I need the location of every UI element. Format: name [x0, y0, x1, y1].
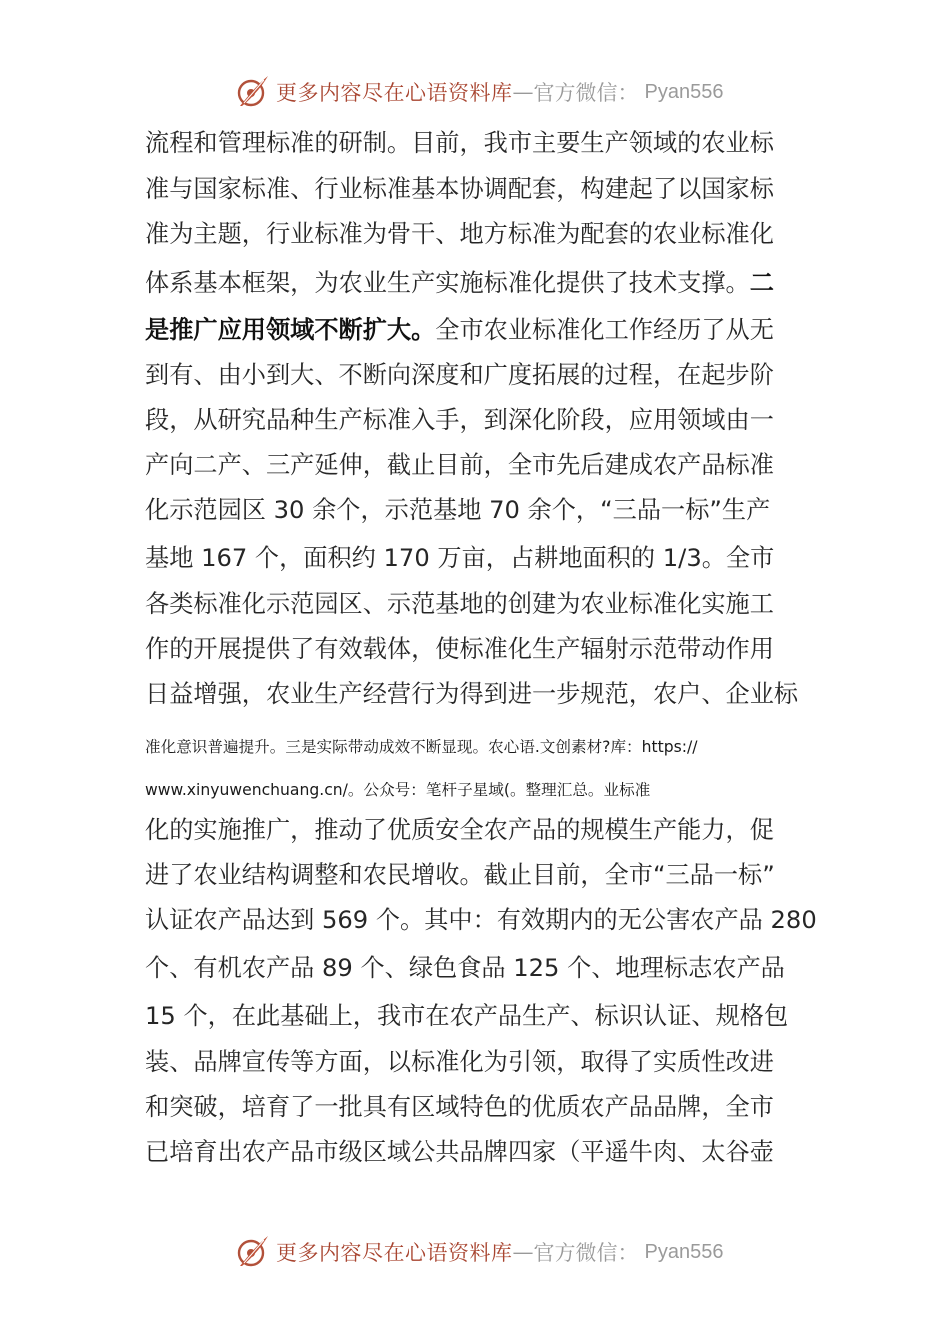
separator: —	[512, 1240, 534, 1264]
text-line: 基地 167 个，面积约 170 万亩，占耕地面积的 1/3。全市	[145, 544, 775, 572]
text-line: 准与国家标准、行业标准基本协调配套，构建起了以国家标	[145, 175, 774, 203]
text-line: 化的实施推广，推动了优质安全农产品的规模生产能力，促	[145, 816, 774, 844]
wechat-id: Pyan556	[644, 80, 724, 103]
text-line: 15 个，在此基础上，我市在农产品生产、标识认证、规格包	[145, 1002, 789, 1030]
wechat-label: 官方微信：	[533, 1241, 639, 1265]
text-line: 流程和管理标准的研制。目前，我市主要生产领域的农业标	[145, 129, 774, 157]
text-line: 产向二产、三产延伸，截止目前，全市先后建成农产品标准	[145, 451, 774, 479]
brand-text: 更多内容尽在心语资料库	[276, 1241, 513, 1265]
text-line	[145, 315, 774, 345]
text-segment: 体系基本框架，为农业生产实施标准化提供了技术支撑。	[145, 269, 750, 297]
text-line: 段，从研究品种生产标准入手，到深化阶段，应用领域由一	[145, 406, 774, 434]
text-line: 个、有机农产品 89 个、绿色食品 125 个、地理标志农产品	[145, 954, 785, 982]
separator: —	[512, 80, 534, 104]
text-line: 已培育出农产品市级区域公共品牌四家（平遥牛肉、太谷壶	[145, 1138, 774, 1166]
text-line: 化示范园区 30 余个，示范基地 70 余个，“三品一标”生产	[145, 496, 771, 524]
source-note-line: www.xinyuwenchuang.cn/。公众号：笔杆子星域(。整理汇总。业标准	[145, 781, 651, 799]
text-line: 和突破，培育了一批具有区域特色的优质农产品品牌，全市	[145, 1093, 774, 1121]
text-segment: 全市农业标准化工作经历了从无	[435, 316, 774, 344]
source-note-line: 准化意识普遍提升。三是实际带动成效不断显现。农心语.文创素材?库：https://	[145, 738, 698, 756]
text-line: 进了农业结构调整和农民增收。截止目前，全市“三品一标”	[145, 861, 775, 889]
quill-pen-icon	[232, 72, 272, 112]
wechat-label: 官方微信：	[533, 81, 639, 105]
footer-banner	[232, 1230, 723, 1274]
text-line: 日益增强，农业生产经营行为得到进一步规范，农户、企业标	[145, 680, 799, 708]
text-line: 认证农产品达到 569 个。其中：有效期内的无公害农产品 280	[145, 906, 817, 934]
brand-text: 更多内容尽在心语资料库	[276, 81, 513, 105]
wechat-id: Pyan556	[644, 1240, 724, 1263]
text-line: 准为主题，行业标准为骨干、地方标准为配套的农业标准化	[145, 220, 774, 248]
header-banner	[232, 70, 723, 114]
text-line	[145, 268, 774, 298]
quill-pen-icon	[232, 1232, 272, 1272]
text-line: 各类标准化示范园区、示范基地的创建为农业标准化实施工	[145, 590, 774, 618]
bold-heading-segment: 是推广应用领域不断扩大。	[145, 316, 436, 344]
bold-heading-segment: 二	[749, 269, 774, 297]
text-line: 装、品牌宣传等方面，以标准化为引领，取得了实质性改进	[145, 1048, 774, 1076]
text-line: 到有、由小到大、不断向深度和广度拓展的过程，在起步阶	[145, 361, 774, 389]
text-line: 作的开展提供了有效载体，使标准化生产辐射示范带动作用	[145, 635, 774, 663]
